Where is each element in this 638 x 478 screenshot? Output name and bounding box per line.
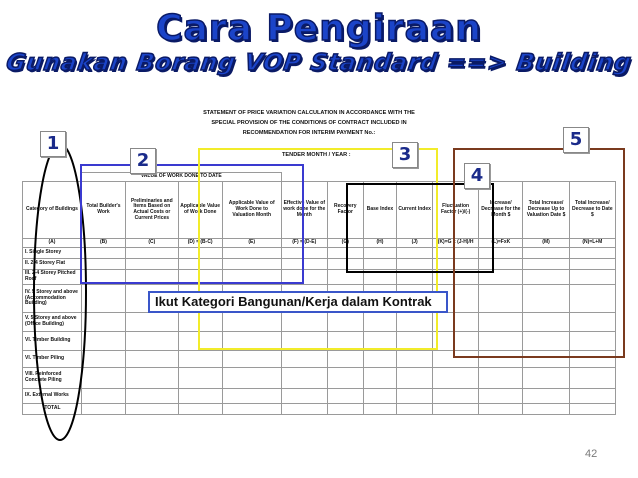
form-heading-3: RECOMMENDATION FOR INTERIM PAYMENT No.: <box>242 130 376 136</box>
column-label: (C) <box>126 239 179 248</box>
highlight-ellipse-1 <box>34 144 86 440</box>
column-header: Category of Buildings <box>23 182 82 239</box>
column-header: Total Builder's Work <box>81 182 125 239</box>
column-label: (L)=FxK <box>479 239 523 248</box>
column-header: Total Increase/ Decrease to Date $ <box>569 182 615 239</box>
tender-month-label: TENDER MONTH / YEAR : <box>282 152 351 158</box>
category-cell: V. 5 Storey and above (Office Building) <box>23 313 82 332</box>
column-label: (F) = (D-E) <box>281 239 327 248</box>
badge-3: 3 <box>392 142 418 168</box>
callout-box: Ikut Kategori Bangunan/Kerja dalam Kontrak <box>148 291 448 313</box>
column-label: (N)=L+M <box>569 239 615 248</box>
badge-2: 2 <box>130 148 156 174</box>
group-header-value-of-work: VALUE OF WORK DONE TO DATE <box>81 173 281 182</box>
category-cell: IV. 5 Storey and above (Accommodation Building) <box>23 285 82 313</box>
column-label: (A) <box>23 239 82 248</box>
category-cell: II. 2-4 Storey Flat <box>23 259 82 270</box>
column-label: (B) <box>81 239 125 248</box>
column-header: Fluctuation Factor (+)/(-) <box>433 182 479 239</box>
slide-title: Cara Pengiraan <box>156 8 482 49</box>
column-label: (M) <box>523 239 569 248</box>
column-label: (H) <box>363 239 397 248</box>
column-header: Preliminaries and Items Based on Actual Costs or Current Prices <box>126 182 179 239</box>
category-cell: VI. Timber Piling <box>23 351 82 368</box>
column-header: Effective Value of work done for the Month <box>281 182 327 239</box>
column-header: Total Increase/ Decrease Up to Valuation Date $ <box>523 182 569 239</box>
column-label: (D) = (B-C) <box>178 239 222 248</box>
column-header: Current Index <box>397 182 433 239</box>
category-cell: VI. Timber Building <box>23 332 82 351</box>
form-heading-1: STATEMENT OF PRICE VARIATION CALCULATION IN ACCORDANCE WITH THE <box>203 110 415 116</box>
form-heading-2: SPECIAL PROVISION OF THE CONDITIONS OF CONTRACT INCLUDED IN <box>211 120 407 126</box>
page-number: 42 <box>585 448 598 460</box>
badge-4: 4 <box>464 163 490 189</box>
badge-1: 1 <box>40 131 66 157</box>
category-cell: III. 2-4 Storey Pitched Roof <box>23 270 82 285</box>
column-label: (J) <box>397 239 433 248</box>
category-cell: IX. External Works <box>23 389 82 404</box>
column-label: (K)=G x (J-H)/H <box>433 239 479 248</box>
column-label: (G) <box>327 239 363 248</box>
column-header: Increase/ Decrease for the Month $ <box>479 182 523 239</box>
column-header: Applicable Value of Work Done <box>178 182 222 239</box>
badge-5: 5 <box>563 127 589 153</box>
slide-subtitle: Gunakan Borang VOP Standard ==> Building <box>4 50 634 76</box>
category-cell: TOTAL <box>23 404 82 415</box>
column-header: Base Index <box>363 182 397 239</box>
column-header: Recovery Factor <box>327 182 363 239</box>
category-cell: VIII. Reinforced Concrete Piling <box>23 368 82 389</box>
column-header: Applicable Value of Work Done to Valuation Month <box>222 182 281 239</box>
column-label: (E) <box>222 239 281 248</box>
category-cell: I. Single Storey <box>23 248 82 259</box>
